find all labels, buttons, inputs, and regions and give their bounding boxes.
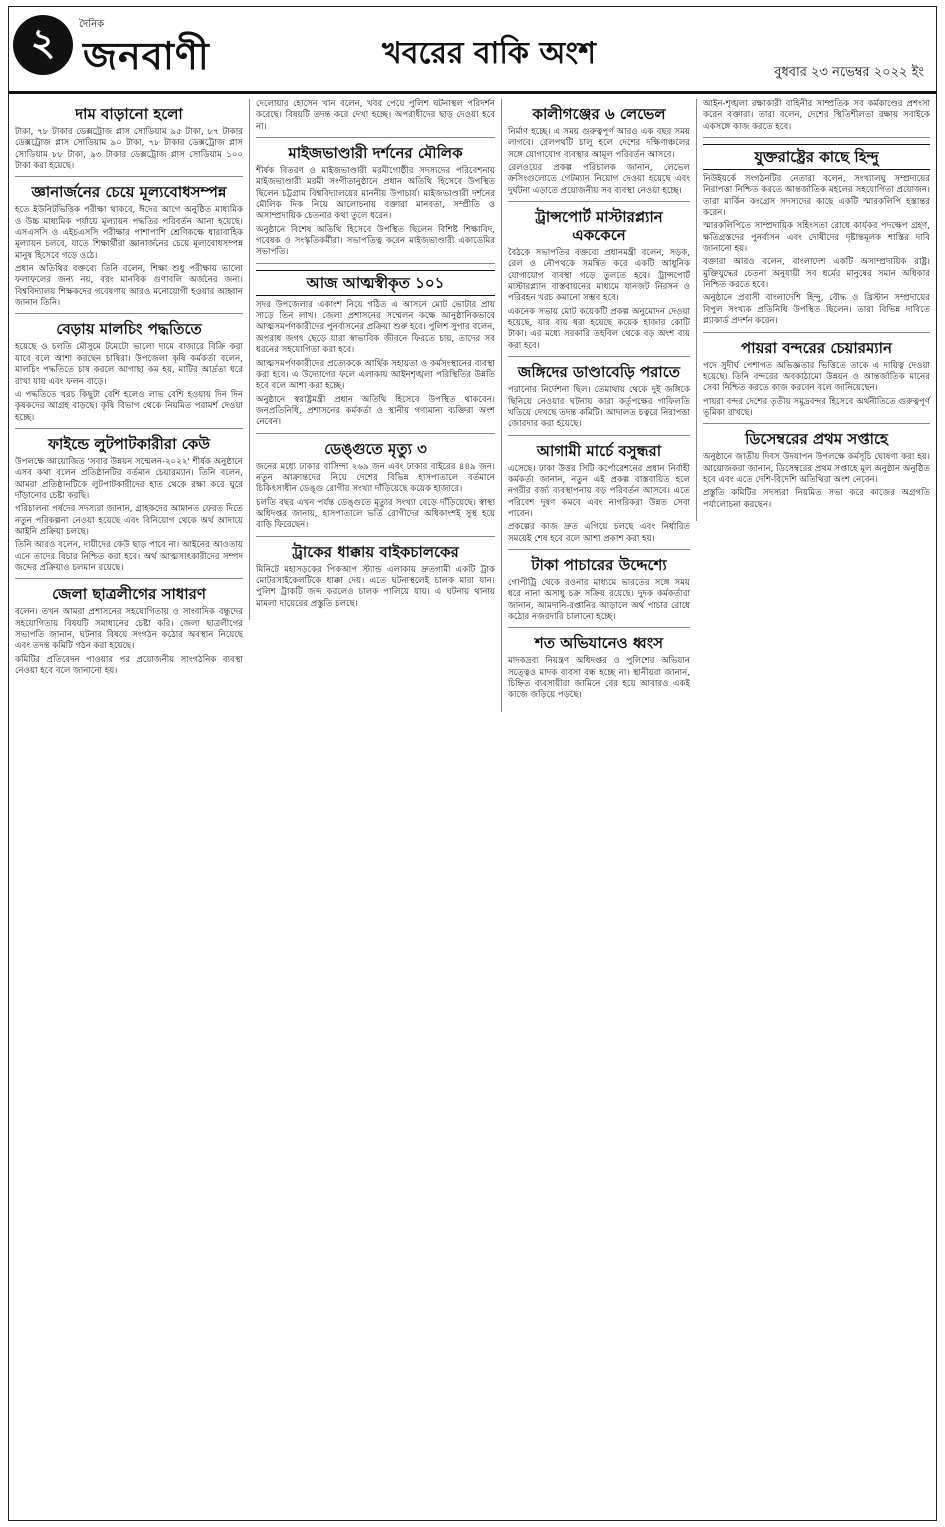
article-paragraph: হয়েছে ও চলতি মৌসুমে টমেটো ভালো দামে বাজারে বিক্রি করা যাবে বলে আশা করছেন চাষিরা। উপজেলা কৃষি কর্মকর্তা বলেন, মালচিং পদ্ধতিতে চাষ করলে আগাছা কম হয়, মাটির আর্দ্রতা ধরে রাখা যায় এবং ফলন বাড়ে। <box>15 342 243 387</box>
article-paragraph: একনেক সভায় মোট কয়েকটি প্রকল্প অনুমোদন দেওয়া হয়েছে, যার ব্যয় ধরা হয়েছে কয়েক হাজার কোটি টাকা। এর মধ্যে সরকারি তহবিল থেকে বড় অংশ ব্যয় করা হবে। <box>508 306 690 351</box>
article-paragraph: রেলওয়ের প্রকল্প পরিচালক জানান, লেভেল ক্রসিংগুলোতে গেটম্যান নিয়োগ দেওয়া হয়েছে এবং দুর্ঘটনা এড়াতে প্রয়োজনীয় সব ব্যবস্থা নেওয়া হচ্ছে। <box>508 163 690 196</box>
article-headline: ডেঙ্গুতে মৃত্যু ৩ <box>324 439 427 458</box>
article <box>508 105 690 202</box>
article <box>15 585 243 681</box>
article-headline: মাইজভাণ্ডারী দর্শনের মৌলিক <box>288 144 463 163</box>
article-paragraph: পরিচালনা পর্ষদের সদস্যরা জানান, গ্রাহকদের আমানত ফেরত দিতে নতুন পরিকল্পনা নেওয়া হয়েছে এবং বিনিয়োগ থেকে অর্থ আদায়ে আইনি প্রক্রিয়া চলছে। <box>15 504 243 537</box>
article-paragraph: আত্মসমর্পণকারীদের প্রত্যেককে আর্থিক সহায়তা ও কর্মসংস্থানের ব্যবস্থা করা হবে। এ উদ্যোগের ফলে এলাকায় আইনশৃঙ্খলা পরিস্থিতির উন্নতি হবে বলে আশা করা হচ্ছে। <box>256 358 495 392</box>
column-3 <box>501 99 696 712</box>
article-paragraph: প্রস্তুতি কমিটির সদস্যরা নিয়মিত সভা করে কাজের অগ্রগতি পর্যালোচনা করছেন। <box>703 488 930 510</box>
article <box>15 183 243 314</box>
article-paragraph: গোপীট্রি থেকে রওনার মাধ্যমে ভারতের সঙ্গে সময় ধরে নানা অসাধু চক্র সক্রিয় রয়েছে। দুদক কর্মকর্তারা জানান, আমদানি-রপ্তানির আড়ালে অর্থ পাচার রোধে কঠোর নজরদারি চালানো হচ্ছে। <box>508 577 690 622</box>
article-paragraph: টাকা, ৭৮ টাকার ডেক্সট্রোজ প্লাস সোডিয়াম ৯৫ টাকা, ৮৭ টাকার ডেক্সট্রোজ প্লাস সোডিয়াম ৯০ টাকা, ৭৮ টাকার ডেক্সট্রোজ প্লাস সোডিয়াম ৮৮ টাকা, ৯৩ টাকার ডেক্সট্রোজ প্লাস সোডিয়াম ১০০ টাকা করা হয়েছে। <box>15 127 243 172</box>
article-paragraph: বৈঠকে সভাপতির বক্তব্যে প্রধানমন্ত্রী বলেন, সড়ক, রেল ও নৌপথকে সমন্বিত করে একটি আধুনিক যোগাযোগ ব্যবস্থা গড়ে তুলতে হবে। ট্রান্সপোর্ট মাস্টারপ্ল্যান বাস্তবায়নের মাধ্যমে যানজট নিরসন ও পরিবহন খরচ কমানো সম্ভব হবে। <box>508 248 690 304</box>
article-paragraph: দেলোয়ার হোসেন খান বলেন, খবর পেয়ে পুলিশ ঘটনাস্থল পরিদর্শন করেছে। বিষয়টি তদন্ত করে দেখা হচ্ছে। অপরাধীদের ছাড় দেওয়া হবে না। <box>256 99 495 132</box>
article-paragraph: হতে ইউনিটভিত্তিক পরীক্ষা থাকবে, ঈদের আগে অনুষ্ঠিত মাধ্যমিক ও উচ্চ মাধ্যমিক পর্যায়ে মূল্যায়ন পদ্ধতির পরিবর্তন আনা হয়েছে। এসএসসি ও এইচএসসি পরীক্ষার পাশাপাশি শ্রেণিকক্ষে ধারাবাহিক মূল্যায়ন চলবে, যাতে শিক্ষার্থীরা জ্ঞানার্জনের চেয়ে মূল্যবোধসম্পন্ন মানুষ হিসেবে গড়ে ওঠে। <box>15 205 243 261</box>
article-paragraph: তিনি আরও বলেন, দায়ীদের কেউ ছাড় পাবে না। আইনের আওতায় এনে তাদের বিচার নিশ্চিত করা হবে। অর্থ আত্মসাৎকারীদের সম্পদ জব্দের প্রক্রিয়াও চলমান রয়েছে। <box>15 540 243 573</box>
article-headline: ট্রান্সপোর্ট মাস্টারপ্ল্যান এককেনে <box>535 208 663 245</box>
article-paragraph: বক্তারা আরও বলেন, বাংলাদেশ একটি অসাম্প্রদায়িক রাষ্ট্র। মুক্তিযুদ্ধের চেতনা অনুযায়ী সব ধর্মের মানুষের সমান অধিকার নিশ্চিত করতে হবে। <box>703 257 930 291</box>
article-paragraph: পদে সুদীর্ঘ পেশাগত অভিজ্ঞতার ভিত্তিতে তাকে এ দায়িত্ব দেওয়া হয়েছে। তিনি বন্দরের অবকাঠামো উন্নয়ন ও আন্তর্জাতিক মানের সেবা নিশ্চিত করতে কাজ করবেন বলে জানিয়েছেন। <box>703 360 930 394</box>
article <box>256 270 495 434</box>
article <box>703 339 930 425</box>
article-paragraph: অনুষ্ঠানে জাতীয় দিবস উদযাপন উপলক্ষে কর্মসূচি ঘোষণা করা হয়। আয়োজকরা জানান, ডিসেম্বরের প্রথম সপ্তাহে মূল অনুষ্ঠান অনুষ্ঠিত হবে এবং এতে দেশি-বিদেশি অতিথিরা অংশ নেবেন। <box>703 452 930 485</box>
section-title: খবরের বাকি অংশ <box>382 36 596 71</box>
article-paragraph: পরানোর নির্দেশনা ছিল। তেমাথায় থেকে দুই জঙ্গিকে ছিনিয়ে নেওয়ার ঘটনায় কারা কর্তৃপক্ষের গাফিলতি খতিয়ে দেখছে তদন্ত কমিটি। আদালত চত্বরে নিরাপত্তা জোরদার করা হয়েছে। <box>508 385 690 430</box>
article-paragraph: মিনিটে মহাসড়কের পিকআপ স্ট্যান্ড এলাকায় দ্রুতগামী একটি ট্রাক মোটরসাইকেলটিকে ধাক্কা দেয়। এতে ঘটনাস্থলেই চালক মারা যান। পুলিশ ট্রাকটি জব্দ করলেও চালক পালিয়ে যায়। এ ঘটনায় থানায় মামলা দায়েরের প্রস্তুতি চলছে। <box>256 564 495 609</box>
article-headline: পায়রা বন্দরের চেয়ারম্যান <box>741 338 892 357</box>
issue-date: বুধবার ২৩ নভেম্বর ২০২২ ইং <box>774 65 924 80</box>
article-paragraph: শীর্ষক বিতরণ ও মাইজভাণ্ডারী মরমীগোষ্ঠীর সদস্যদের পরিবেশনায় মাইজভাণ্ডারী মরমী সংগীতানুষ্ঠানে প্রধান অতিথি হিসেবে উপস্থিত ছিলেন চট্টগ্রাম বিশ্ববিদ্যালয়ের মাননীয় উপাচার্য। মাইজভাণ্ডারী দর্শনের মৌলিক দিক নিয়ে আলোচনায় বক্তারা মানবতা, সম্প্রীতি ও অসাম্প্রদায়িক চেতনার কথা তুলে ধরেন। <box>256 166 495 222</box>
masthead <box>9 7 936 93</box>
article-headline: ফাইন্ডে লুটপাটকারীরা কেউ <box>48 434 210 453</box>
article <box>256 99 495 138</box>
article <box>508 363 690 435</box>
article-paragraph: বলেন। তখন আমরা প্রশাসনের সহযোগিতায় ও সাংবাদিক বন্ধুদের সহযোগিতায় বিষয়টি সমাধানের চেষ্টা করি। জেলা ছাত্রলীগের সভাপতি জানান, ঘটনার বিষয়ে সংগঠন কঠোর অবস্থান নিয়েছে এবং তদন্ত কমিটি গঠন করা হয়েছে। <box>15 607 243 652</box>
article-paragraph: প্রকল্পের কাজ দ্রুত এগিয়ে চলছে এবং নির্ধারিত সময়েই শেষ হবে বলে আশা প্রকাশ করা হয়। <box>508 522 690 544</box>
article-paragraph: নির্মাণ হচ্ছে। এ সময় গুরুত্বপূর্ণ আরও এক বছর সময় লাগবে। রেলপথটি চালু হলে দেশের দক্ষিণাঞ্চলের সঙ্গে যোগাযোগ ব্যবস্থার আমূল পরিবর্তন আসবে। <box>508 127 690 160</box>
article-headline: দাম বাড়ানো হলো <box>75 105 183 123</box>
article-paragraph: উপলক্ষে আয়োজিত 'সবার উন্নয়ন সম্মেলন-২০২২' শীর্ষক অনুষ্ঠানে এসব কথা বলেন প্রতিষ্ঠানটির বর্তমান চেয়ারম্যান। তিনি বলেন, আমরা প্রতিষ্ঠানটিকে লুটপাটকারীদের হাত থেকে রক্ষা করে ঘুরে দাঁড়ানোর চেষ্টা করছি। <box>15 456 243 501</box>
article-paragraph: নিউইয়র্কে সংগঠনটির নেতারা বলেন, সংখ্যালঘু সম্প্রদায়ের নিরাপত্তা নিশ্চিত করতে আন্তর্জাতিক মহলের সহযোগিতা প্রয়োজন। তারা মার্কিন কংগ্রেস সদস্যদের কাছে একটি স্মারকলিপি হস্তান্তর করেন। <box>703 174 930 219</box>
article-headline: জ্ঞানার্জনের চেয়ে মূল্যবোধসম্পন্ন <box>31 183 227 202</box>
article <box>508 634 690 705</box>
article-paragraph: এ পদ্ধতিতে খরচ কিছুটা বেশি হলেও লাভ বেশি হওয়ায় দিন দিন কৃষকদের আগ্রহ বাড়ছে। কৃষি বিভাগ থেকে নিয়মিত পরামর্শ দেওয়া হচ্ছে। <box>15 389 243 423</box>
article-paragraph: অনুষ্ঠানে বিশেষ অতিথি হিসেবে উপস্থিত ছিলেন বিশিষ্ট শিক্ষাবিদ, গবেষক ও সংস্কৃতিকর্মীরা। সভাপতিত্ব করেন মাইজভাণ্ডারী একাডেমির সভাপতি। <box>256 224 495 258</box>
column-2 <box>249 99 501 620</box>
article-paragraph: এসেছে। ঢাকা উত্তর সিটি কর্পোরেশনের প্রধান নির্বাহী কর্মকর্তা জানান, নতুন এই প্রকল্প বাস্তবায়িত হলে নগরীর বর্জ্য ব্যবস্থাপনায় বড় পরিবর্তন আসবে। এতে পরিবেশ দূষণ কমবে এবং নাগরিকরা উন্নত সেবা পাবেন। <box>508 463 690 519</box>
column-4 <box>696 99 936 521</box>
article-paragraph: চলতি বছর এখন পর্যন্ত ডেঙ্গুতে মৃত্যুর সংখ্যা বেড়ে দাঁড়িয়েছে। স্বাস্থ্য অধিদপ্তর জানায়, হাসপাতালে ভর্তি রোগীদের অধিকাংশই সুস্থ হয়ে বাড়ি ফিরেছেন। <box>256 497 495 531</box>
article-paragraph: স্মারকলিপিতে সাম্প্রদায়িক সহিংসতা রোধে কার্যকর পদক্ষেপ গ্রহণ, ক্ষতিগ্রস্তদের পুনর্বাসন এবং দোষীদের দৃষ্টান্তমূলক শাস্তির দাবি জানানো হয়। <box>703 221 930 255</box>
column-1 <box>9 99 249 687</box>
article-headline: কালীগঞ্জের ৬ লেভেল <box>532 105 666 123</box>
article <box>703 99 930 138</box>
article <box>703 430 930 515</box>
article-headline: শত অভিযানেও ধ্বংস <box>534 634 664 653</box>
article <box>15 105 243 177</box>
logo-name: জনবাণী <box>83 33 210 78</box>
article-headline: আগামী মার্চে বসুন্ধরা <box>536 441 662 460</box>
article <box>256 144 495 264</box>
article-paragraph: সদর উপজেলার একাংশ নিয়ে গঠিত এ আসনে মোট ভোটার প্রায় সাড়ে তিন লাখ। জেলা প্রশাসনের সম্মেলন কক্ষে আনুষ্ঠানিকভাবে আত্মসমর্পণকারীদের পুনর্বাসনের প্রক্রিয়া শুরু হবে। পুলিশ সুপার বলেন, অপরাধ জগৎ ছেড়ে যারা স্বাভাবিক জীবনে ফিরতে চায়, তাদের সব ধরনের সহযোগিতা করা হবে। <box>256 299 495 356</box>
article-paragraph: জনের মধ্যে ঢাকার বাসিন্দা ২৬৯ জন এবং ঢাকার বাইরের ৪৪৯ জন। নতুন আক্রান্তদের নিয়ে দেশের বিভিন্ন হাসপাতালে বর্তমানে চিকিৎসাধীন ডেঙ্গু রোগীর সংখ্যা দাঁড়িয়েছে কয়েক হাজারে। <box>256 461 495 495</box>
article-headline: বেড়ায় মালচিং পদ্ধতিতে <box>56 320 202 339</box>
article <box>508 208 690 357</box>
page-number: ২ <box>13 15 73 75</box>
article <box>703 144 930 332</box>
logo-prefix: দৈনিক <box>79 19 105 30</box>
article <box>15 435 243 579</box>
article-paragraph: আইন-শৃঙ্খলা রক্ষাকারী বাহিনীর সাম্প্রতিক সব কর্মকাণ্ডের প্রশংসা করেন বক্তারা। তারা বলেন, দেশের স্থিতিশীলতা রক্ষায় সবাইকে একসঙ্গে কাজ করতে হবে। <box>703 99 930 132</box>
newspaper-page <box>8 6 937 1521</box>
article-headline: আজ আত্মস্বীকৃত ১০১ <box>256 270 495 296</box>
article <box>508 556 690 628</box>
article-headline: ট্রাকের ধাক্কায় বাইকচালকের <box>292 542 459 561</box>
article-headline: জেলা ছাত্রলীগের সাধারণ <box>52 585 206 604</box>
article-headline: জঙ্গিদের ডাণ্ডাবেড়ি পরাতে <box>517 363 681 382</box>
newspaper-logo <box>79 17 239 77</box>
article <box>256 543 495 614</box>
article-paragraph: পায়রা বন্দর দেশের তৃতীয় সমুদ্রবন্দর হিসেবে অর্থনীতিতে গুরুত্বপূর্ণ ভূমিকা রাখছে। <box>703 396 930 418</box>
article-paragraph: প্রধান অতিথির বক্তব্যে তিনি বলেন, শিক্ষা শুধু পরীক্ষায় ভালো ফলাফলের জন্য নয়, বরং মানবিক গুণাবলি অর্জনের জন্য। বিশ্ববিদ্যালয় শিক্ষকদের গবেষণায় আরও মনোযোগী হওয়ার আহ্বান জানান তিনি। <box>15 264 243 309</box>
article-headline: টাকা পাচারের উদ্দেশ্যে <box>531 555 667 574</box>
article-headline: ডিসেম্বরের প্রথম সপ্তাহে <box>745 430 888 449</box>
article-paragraph: অনুষ্ঠানে প্রবাসী বাংলাদেশি হিন্দু, বৌদ্ধ ও খ্রিস্টান সম্প্রদায়ের বিপুল সংখ্যক প্রতিনিধি উপস্থিত ছিলেন। তারা বিভিন্ন দাবিতে প্ল্যাকার্ড প্রদর্শন করেন। <box>703 293 930 327</box>
article <box>508 442 690 550</box>
article-headline: যুক্তরাষ্ট্রের কাছে হিন্দু <box>703 144 930 170</box>
article <box>256 440 495 537</box>
article-paragraph: কমিটির প্রতিবেদন পাওয়ার পর প্রয়োজনীয় সাংগঠনিক ব্যবস্থা নেওয়া হবে বলে জানানো হয়। <box>15 654 243 677</box>
article <box>15 320 243 428</box>
header-divider <box>9 91 936 94</box>
article-paragraph: মাদকদ্রব্য নিয়ন্ত্রণ অধিদপ্তর ও পুলিশের অভিযান সত্ত্বেও মাদক ব্যবসা বন্ধ হচ্ছে না। স্থানীয়রা জানান, চিহ্নিত ব্যবসায়ীরা জামিনে বের হয়ে আবারও একই কাজে জড়িয়ে পড়ছে। <box>508 656 690 701</box>
article-paragraph: অনুষ্ঠানে স্বরাষ্ট্রমন্ত্রী প্রধান অতিথি হিসেবে উপস্থিত থাকবেন। জনপ্রতিনিধি, প্রশাসনের কর্মকর্তা ও স্থানীয় গণ্যমান্য ব্যক্তিরা অংশ নেবেন। <box>256 394 495 428</box>
